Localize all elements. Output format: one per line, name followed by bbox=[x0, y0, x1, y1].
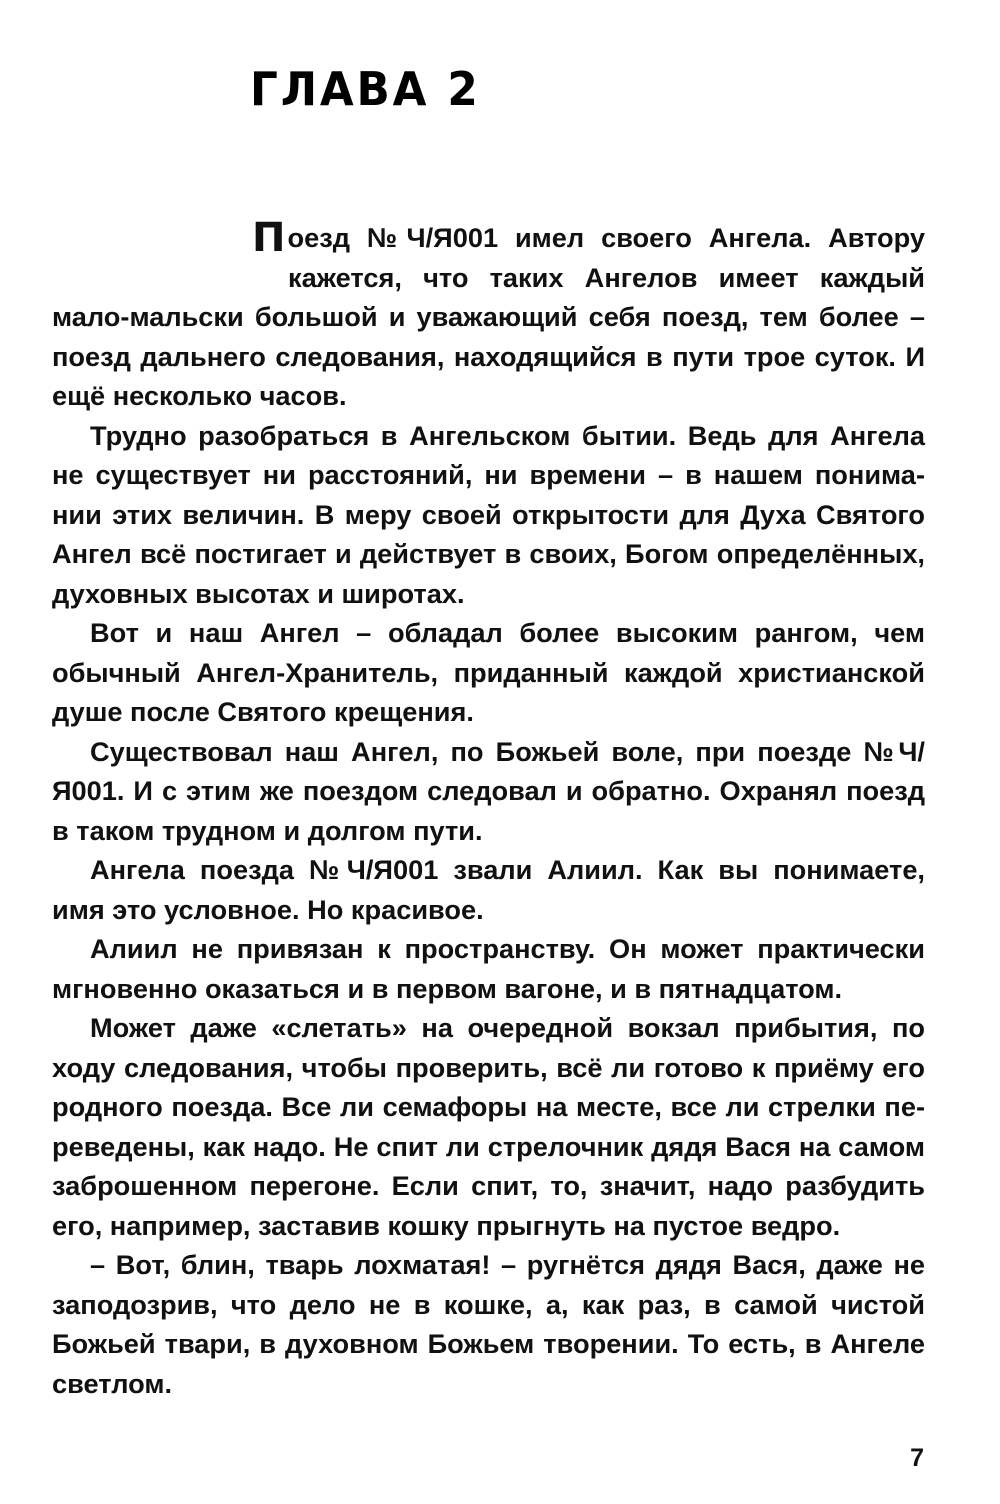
paragraph-3: Вот и наш Ангел – обладал более высоким рангом, чем обычный Ангел-Хранитель, приданный каждой христианской душе после Святого крещения. bbox=[52, 617, 925, 727]
paragraph-2: Трудно разобраться в Ангельском бытии. Ведь для Ангела не существует ни расстояний, ни времени – в нашем понимании этих величин. В меру своей открытости для Духа Святого Ангел всё постигает и действует в своих, Богом определённых, духовных высотах и широтах. bbox=[52, 419, 925, 609]
paragraph-7: Может даже «слетать» на очередной вокзал прибытия, по ходу следования, чтобы проверить, всё ли готово к приёму его родного поезда. Все ли семафоры на месте, все ли стрелки переведены, как надо. Не спит ли стрелочник дядя Вася на самом заброшенном перегоне. Если спит, то, значит, надо разбудить его, например, заставив кошку прыгнуть на пустое ведро. bbox=[52, 1012, 925, 1241]
page-number: 7 bbox=[910, 1444, 924, 1472]
paragraph-1-rest: мало-мальски большой и уважающий себя поезд, тем более – поезд дальнего следования, находящийся в пути трое суток. И ещё несколько часов. bbox=[52, 301, 925, 411]
paragraph-1-first-line bbox=[52, 215, 925, 261]
paragraph-1 bbox=[52, 215, 925, 416]
paragraph-4: Существовал наш Ангел, по Божьей воле, при поезде №Ч/Я001. И с этим же поездом следовал и обратно. Охранял поезд в таком трудном и долгом пути. bbox=[52, 735, 925, 846]
paragraph-5: Ангела поезда №Ч/Я001 звали Алиил. Как вы понимаете, имя это условное. Но красивое. bbox=[52, 854, 925, 925]
body-text bbox=[52, 215, 925, 1403]
chapter-title: ГЛАВА 2 bbox=[250, 62, 481, 116]
paragraph-1-line-1: оезд №Ч/Я001 имел своего Ангела. Автору bbox=[287, 222, 925, 253]
paragraph-6: Алиил не привязан к пространству. Он может практически мгновенно оказаться и в первом вагоне, и в пятнадцатом. bbox=[52, 933, 925, 1004]
paragraph-1-line-2: кажется, что таких Ангелов имеет каждый bbox=[288, 261, 925, 293]
paragraph-8: – Вот, блин, тварь лохматая! – ругнётся дядя Вася, даже не заподозрив, что дело не в кошке, а, как раз, в самой чистой Божьей твари, в духовном Божьем творении. То есть, в Ангеле светлом. bbox=[52, 1249, 925, 1399]
drop-cap: П bbox=[252, 215, 286, 261]
